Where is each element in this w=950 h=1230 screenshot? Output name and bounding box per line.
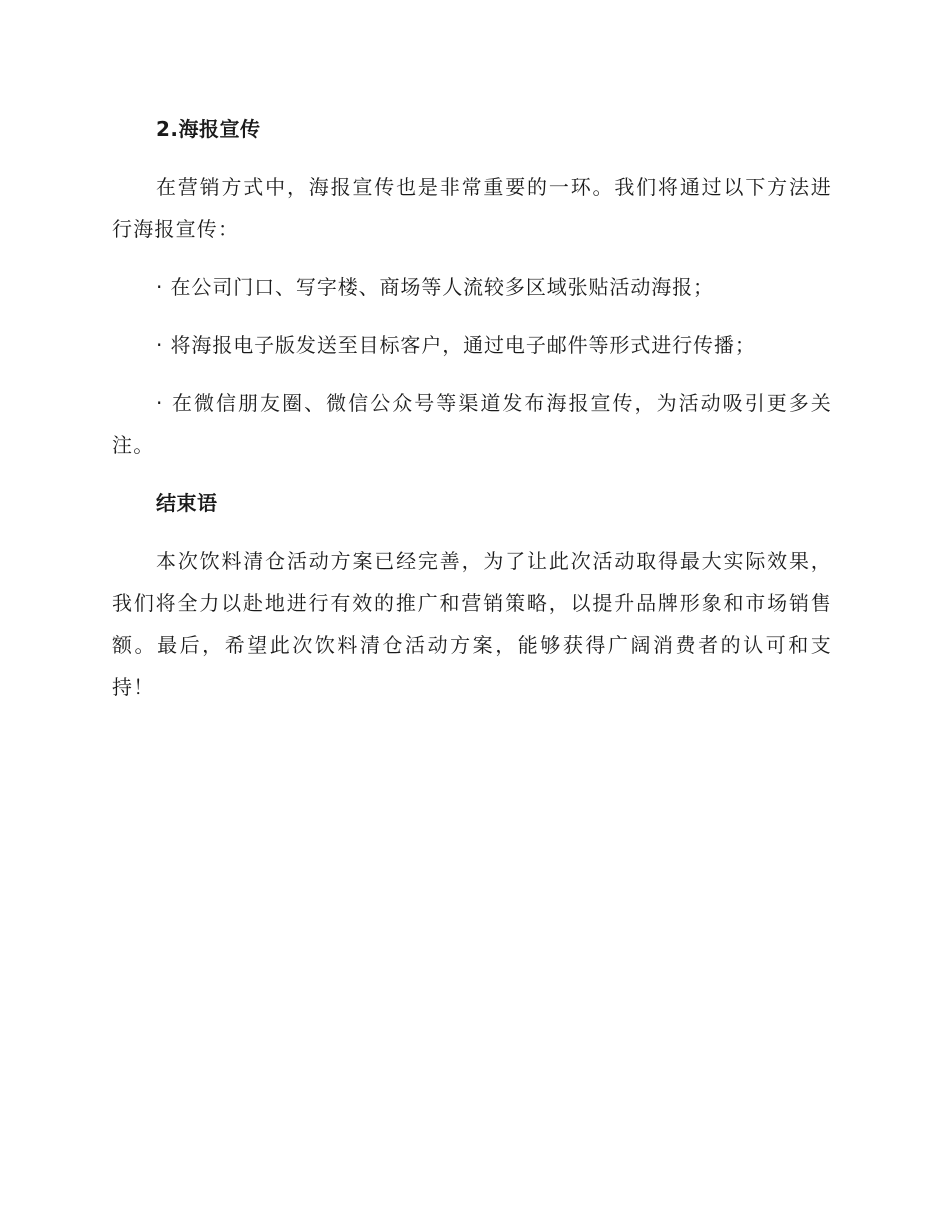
bullet-item-posting: · 在公司门口、写字楼、商场等人流较多区域张贴活动海报；	[156, 275, 714, 299]
bullet-item-email: · 将海报电子版发送至目标客户，通过电子邮件等形式进行传播；	[156, 333, 756, 357]
section-heading-poster: 2.海报宣传	[156, 117, 261, 141]
document-content	[112, 108, 832, 724]
section-intro-paragraph: 在营销方式中，海报宣传也是非常重要的一环。我们将通过以下方法进行海报宣传：	[112, 175, 832, 241]
conclusion-paragraph: 本次饮料清仓活动方案已经完善，为了让此次活动取得最大实际效果，我们将全力以赴地进行有效的推广和营销策略，以提升品牌形象和市场销售额。最后，希望此次饮料清仓活动方案，能够获得广阔消费者的认可和支持！	[112, 549, 832, 699]
section-heading-conclusion: 结束语	[156, 491, 218, 515]
bullet-item-wechat: · 在微信朋友圈、微信公众号等渠道发布海报宣传，为活动吸引更多关注。	[112, 391, 832, 457]
